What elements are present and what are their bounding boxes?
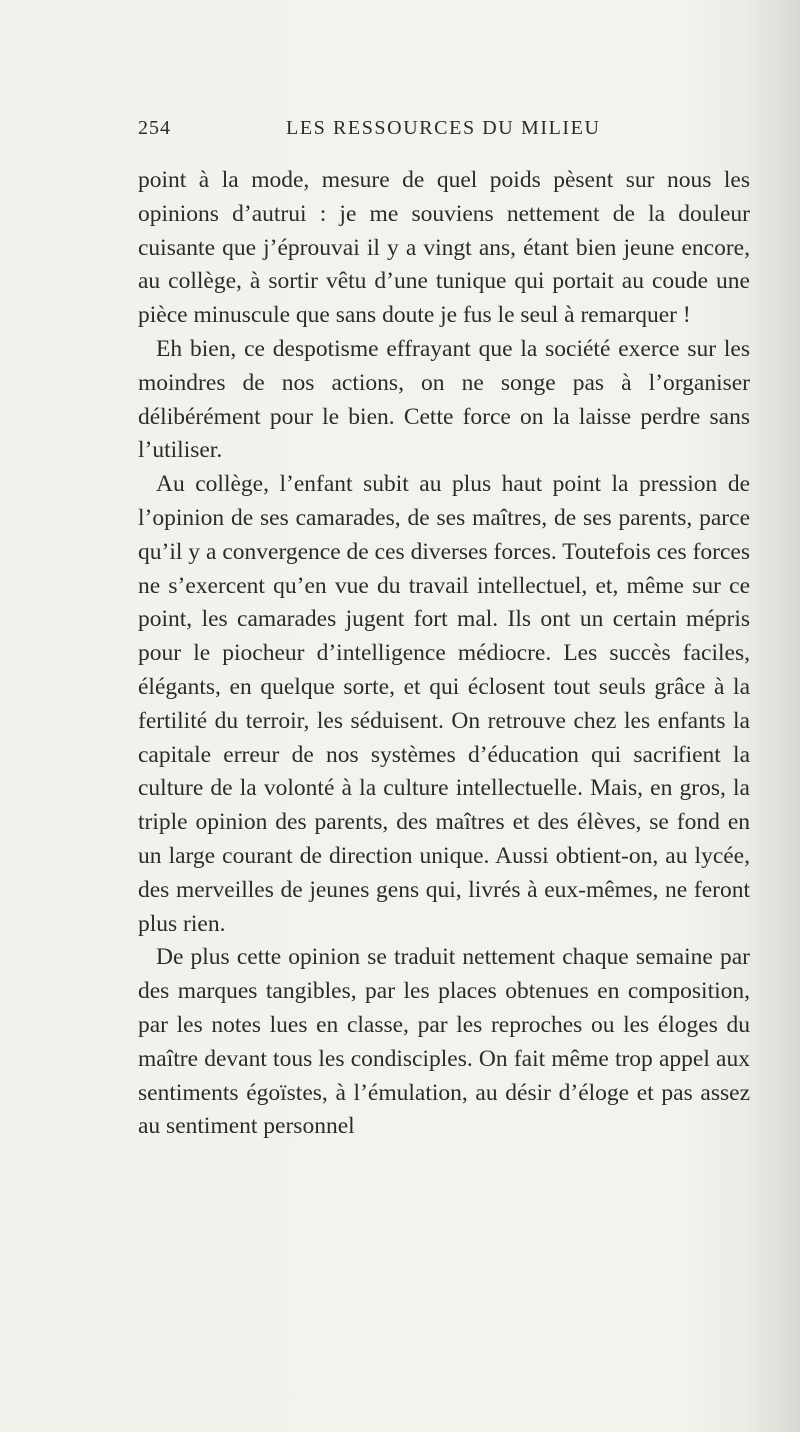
page-number: 254 bbox=[138, 117, 171, 139]
paragraph: Eh bien, ce despotisme effrayant que la société exerce sur les moindres de nos actions, on ne songe pas à l’organiser délibérément pour le bien. Cette force on la laisse perdre sans l’utiliser. bbox=[138, 335, 750, 464]
running-title: LES RESSOURCES DU MILIEU bbox=[286, 117, 601, 139]
paragraph: point à la mode, mesure de quel poids pèsent sur nous les opinions d’autrui : je me souviens nettement de la douleur cuisante que j’éprouvai il y a vingt ans, étant bien jeune encore, au collège, à sortir vêtu d’une tunique qui portait au coude une pièce minuscule que sans doute je fus le seul à remarquer ! bbox=[138, 167, 750, 329]
paragraph: De plus cette opinion se traduit nettement chaque semaine par des marques tangibles, par les places obtenues en composition, par les notes lues en classe, par les reproches ou les éloges du maître devant tous les condisciples. On fait même trop appel aux sentiments égoïstes, à l’émulation, au désir d’éloge et pas assez au sentiment personnel bbox=[138, 944, 750, 1140]
paragraph: Au collège, l’enfant subit au plus haut point la pression de l’opinion de ses camarades, de ses maîtres, de ses parents, parce qu’il y a convergence de ces diverses forces. Toutefois ces forces ne s’exercent qu’en vue du travail intellectuel, et, même sur ce point, les camarades jugent fort mal. Ils ont un certain mépris pour le piocheur d’intelligence médiocre. Les succès faciles, élégants, en quelque sorte, et qui éclosent tout seuls grâce à la fertilité du terroir, les séduisent. On retrouve chez les enfants la capitale erreur de nos systèmes d’éducation qui sacrifient la culture de la volonté à la culture intellectuelle. Mais, en gros, la triple opinion des parents, des maîtres et des élèves, se fond en un large courant de direction unique. Aussi obtient-on, au lycée, des merveilles de jeunes gens qui, livrés à eux-mêmes, ne feront plus rien. bbox=[138, 471, 750, 937]
running-head bbox=[138, 117, 668, 147]
body-text bbox=[138, 164, 750, 1144]
